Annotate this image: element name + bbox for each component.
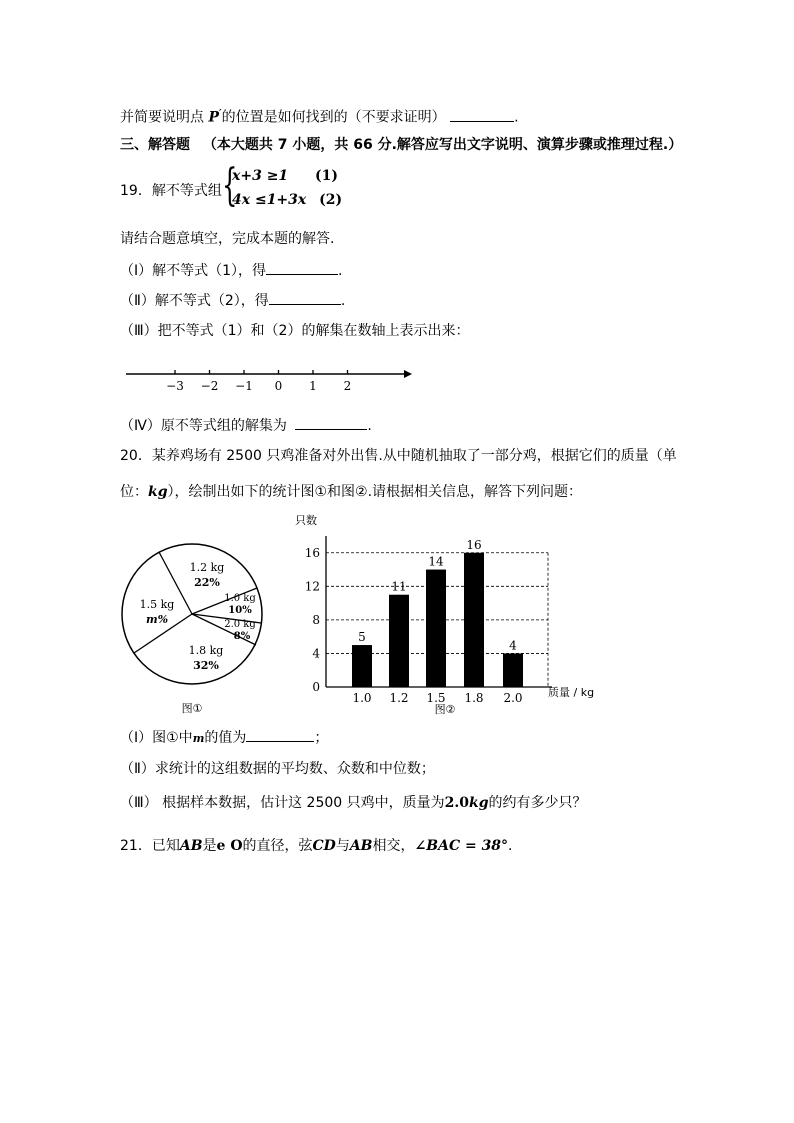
pie-label-1-8: 1.8 kg (188, 644, 224, 657)
q19-instruction: 请结合题意填空，完成本题的解答. (120, 231, 335, 247)
pie-caption: 图① (181, 702, 203, 715)
q21-intersect: 相交， (372, 838, 415, 854)
x-tick-label: 2.0 (503, 691, 523, 705)
seg-ab: AB (179, 838, 203, 854)
bar-value-label: 4 (509, 638, 517, 653)
inequality-2-expr: 4x ≤1+3x (232, 192, 307, 208)
number-line-label: 1 (309, 379, 317, 393)
bar-value-label: 11 (391, 579, 407, 594)
y-tick-label: 0 (312, 680, 320, 694)
pie-pct-1-2: 22% (194, 576, 220, 589)
bar (464, 553, 484, 687)
step2-text: （Ⅱ）解不等式（2），得 (120, 293, 269, 309)
number-line-label: −3 (166, 379, 184, 393)
bar (503, 653, 523, 687)
point-p-var: P (208, 109, 219, 126)
q20-part1-b: 的值为 (204, 730, 247, 746)
number-line-label: −1 (235, 379, 253, 393)
inequality-1-expr: x+3 ≥1 (232, 168, 289, 184)
q20-text-2 (120, 482, 582, 502)
q20-part3 (120, 793, 587, 813)
step2-blank[interactable] (269, 290, 341, 305)
q20-part2: （Ⅱ）求统计的这组数据的平均数、众数和中位数； (120, 761, 435, 777)
q19-step4 (120, 415, 372, 436)
y-tick-label: 8 (312, 612, 320, 627)
prime-mark: ′ (218, 108, 222, 119)
seg-ab-2: AB (349, 838, 373, 854)
bar (426, 570, 446, 687)
period: . (367, 418, 372, 434)
pie-label-1-2: 1.2 kg (189, 561, 225, 574)
q19-prefix: 19．解不等式组 (120, 183, 222, 199)
q21-is: 是 (202, 838, 217, 854)
q19-step3: （Ⅲ）把不等式（1）和（2）的解集在数轴上表示出来： (120, 323, 470, 339)
y-tick-label: 16 (304, 545, 320, 560)
section-note: （本大题共 7 小题，共 66 分.解答应写出文字说明、演算步骤或推理过程.） (202, 137, 683, 153)
semicolon: ； (314, 730, 329, 746)
number-line (120, 362, 420, 398)
q20-text-2a: 位： (120, 484, 148, 500)
pie-pct-1-5: m% (145, 613, 169, 626)
unit-kg-2: kg (469, 795, 489, 811)
bar (389, 595, 409, 687)
inequality-2-tag: (2) (319, 192, 343, 208)
intro-suffix: 的位置是如何找到的（不要求证明） (221, 109, 446, 126)
q21-diam: 的直径，弦 (242, 838, 313, 854)
q19-step2 (120, 290, 345, 311)
bar (352, 645, 372, 687)
number-line-label: −2 (200, 379, 219, 393)
intro-prefix: 并简要说明点 (120, 109, 209, 126)
arrow-icon (404, 370, 412, 378)
number-line-label: 2 (343, 379, 352, 393)
circle-o: e O (216, 838, 243, 854)
x-axis-label: 质量 / kg (548, 686, 595, 699)
step1-text: （Ⅰ）解不等式（1），得 (120, 263, 267, 279)
var-m: m (192, 732, 205, 745)
intro-line (120, 104, 519, 128)
bar-value-label: 5 (358, 630, 366, 645)
pie-label-2-0: 2.0 kg (224, 619, 256, 630)
angle-bac: ∠BAC = 38° (414, 838, 509, 854)
y-tick-label: 12 (304, 579, 320, 594)
pie-pct-1-8: 32% (193, 659, 219, 672)
brace-icon: { (222, 160, 238, 211)
unit-kg: kg (148, 484, 168, 500)
bar-value-label: 16 (466, 537, 482, 552)
q20-part1 (120, 727, 328, 749)
q21-text (120, 836, 513, 856)
period: . (338, 263, 343, 279)
m-blank[interactable] (246, 727, 314, 742)
section-title: 三、解答题 (120, 137, 190, 153)
chord-cd: CD (312, 838, 336, 854)
pie-label-1-0: 1.0 kg (224, 593, 256, 604)
step4-text: （Ⅳ）原不等式组的解集为 (120, 418, 287, 434)
pie-pct-2-0: 8% (233, 631, 251, 642)
val-2-0: 2.0 (444, 795, 469, 811)
q21-prefix: 21．已知 (120, 838, 180, 854)
period: . (340, 293, 346, 309)
pie-label-1-5: 1.5 kg (139, 598, 175, 611)
bar-value-label: 14 (428, 554, 444, 569)
q20-part1-a: （Ⅰ）图①中 (120, 730, 193, 746)
period: . (508, 838, 513, 854)
inequality-1-tag: (1) (315, 168, 339, 184)
period: . (514, 109, 519, 126)
q20-text-1: 20．某养鸡场有 2500 只鸡准备对外出售.从中随机抽取了一部分鸡，根据它们的质量（单 (120, 448, 677, 464)
bar-chart (290, 510, 610, 722)
q19-step1 (120, 260, 343, 281)
q20-text-2b: ），绘制出如下的统计图①和图②.请根据相关信息，解答下列问题： (167, 484, 583, 500)
answer-blank[interactable] (450, 107, 514, 122)
y-tick-label: 4 (312, 646, 320, 661)
q21-with: 与 (335, 838, 350, 854)
number-line-label: 0 (274, 379, 283, 393)
x-tick-label: 1.5 (426, 691, 446, 705)
x-tick-label: 1.2 (389, 691, 409, 705)
bar-chart-caption: 图② (434, 703, 456, 716)
x-tick-label: 1.0 (352, 691, 372, 705)
inequality-1 (232, 168, 338, 184)
inequality-2 (232, 192, 342, 208)
pie-pct-1-0: 10% (228, 605, 252, 616)
step1-blank[interactable] (266, 260, 338, 275)
q20-part3-a: （Ⅲ） 根据样本数据，估计这 2500 只鸡中，质量为 (120, 795, 445, 811)
step4-blank[interactable] (295, 415, 367, 430)
q20-part3-b: 的约有多少只？ (488, 795, 587, 811)
section-heading (120, 135, 682, 155)
x-tick-label: 1.8 (464, 691, 484, 705)
y-axis-label: 只数 (295, 514, 317, 527)
pie-chart (118, 540, 268, 720)
